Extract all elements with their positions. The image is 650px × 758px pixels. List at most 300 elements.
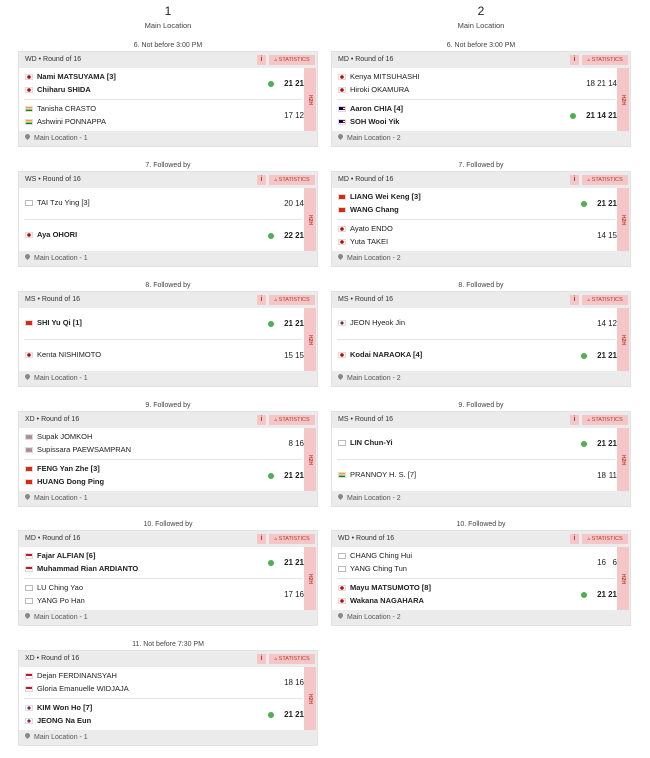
court-name: Main Location - 2 xyxy=(347,614,401,621)
player-name: TAI Tzu Ying [3] xyxy=(37,198,90,207)
info-button[interactable]: i xyxy=(570,415,579,425)
info-button[interactable]: i xyxy=(570,295,579,305)
game-score: 17 xyxy=(284,111,293,120)
player-name: CHANG Ching Hui xyxy=(350,551,413,560)
team-divider xyxy=(24,698,302,699)
winner-indicator-icon xyxy=(268,473,274,479)
statistics-button[interactable] xyxy=(269,295,315,305)
map-pin-icon xyxy=(25,374,30,381)
player-name: Ashwini PONNAPPA xyxy=(37,117,107,126)
game-scores xyxy=(595,547,617,578)
flag-icon xyxy=(338,320,346,326)
game-score: 21 xyxy=(608,111,617,120)
statistics-button[interactable] xyxy=(582,175,628,185)
map-pin-icon xyxy=(338,254,343,261)
player-entry[interactable] xyxy=(25,595,85,607)
round-label: Round of 16 xyxy=(354,416,393,423)
statistics-label: STATISTICS xyxy=(591,297,623,303)
team-row xyxy=(19,100,306,131)
player-name: Yuta TAKEI xyxy=(350,237,389,246)
court-location xyxy=(338,372,401,386)
winner-indicator-icon xyxy=(268,321,274,327)
chart-icon: ▵ xyxy=(274,177,279,183)
flag-icon xyxy=(338,553,346,559)
player-name: LIANG Wei Keng [3] xyxy=(350,192,421,201)
game-score: 20 xyxy=(284,199,293,208)
game-scores xyxy=(282,460,304,491)
game-score: 21 xyxy=(608,439,617,448)
match-body xyxy=(332,547,619,610)
player-entry[interactable] xyxy=(338,595,424,607)
match-header: MS • Round of 16 xyxy=(338,416,393,423)
flag-icon xyxy=(338,566,346,572)
court-location xyxy=(25,252,88,266)
player-entry[interactable] xyxy=(25,476,104,488)
h2h-button[interactable] xyxy=(304,667,316,730)
match-box xyxy=(331,171,631,267)
flag-icon xyxy=(25,434,33,440)
game-score: 21 xyxy=(295,558,304,567)
match-card xyxy=(331,40,631,156)
match-time-label: 8. Followed by xyxy=(145,282,191,289)
round-label: Round of 16 xyxy=(42,176,81,183)
player-name: Muhammad Rian ARDIANTO xyxy=(37,564,139,573)
player-entry[interactable] xyxy=(25,229,77,241)
match-header: MS • Round of 16 xyxy=(338,296,393,303)
match-card xyxy=(18,400,318,516)
match-card xyxy=(18,160,318,276)
team-row xyxy=(19,547,306,578)
game-score: 21 xyxy=(295,710,304,719)
court-location xyxy=(25,372,88,386)
flag-icon xyxy=(25,466,33,472)
game-score: 21 xyxy=(586,111,595,120)
player-name: Ayato ENDO xyxy=(350,224,393,233)
event-category: XD xyxy=(25,416,35,423)
game-score: 18 xyxy=(284,678,293,687)
match-time-label: 10. Followed by xyxy=(143,521,193,528)
player-entry[interactable] xyxy=(25,349,101,361)
chart-icon: ▵ xyxy=(274,417,279,423)
game-scores xyxy=(282,547,304,578)
h2h-button[interactable] xyxy=(617,308,629,371)
court-name: Main Location - 1 xyxy=(34,255,88,262)
chart-icon: ▵ xyxy=(587,536,592,542)
player-entry[interactable] xyxy=(25,444,131,456)
match-card xyxy=(18,519,318,635)
game-score: 14 xyxy=(597,319,606,328)
player-entry[interactable] xyxy=(338,223,393,235)
game-scores xyxy=(595,340,617,371)
statistics-label: STATISTICS xyxy=(591,417,623,423)
round-label: Round of 16 xyxy=(354,296,393,303)
player-name: Aya OHORI xyxy=(37,230,78,239)
court-location xyxy=(25,492,88,506)
match-card xyxy=(18,639,318,755)
event-category: MS xyxy=(338,416,349,423)
match-header: MD • Round of 16 xyxy=(338,176,394,183)
match-time-label: 7. Followed by xyxy=(458,162,504,169)
info-button[interactable]: i xyxy=(570,55,579,65)
event-category: WS xyxy=(25,176,37,183)
player-entry[interactable] xyxy=(25,463,100,475)
player-name: KIM Won Ho [7] xyxy=(37,703,93,712)
game-score: 16 xyxy=(295,439,304,448)
player-entry[interactable] xyxy=(25,103,96,115)
player-name: Chiharu SHIDA xyxy=(37,85,91,94)
team-row xyxy=(19,220,306,251)
winner-indicator-icon xyxy=(570,113,576,119)
player-entry[interactable] xyxy=(25,197,90,209)
court-location xyxy=(338,492,401,506)
winner-indicator-icon xyxy=(581,353,587,359)
round-label: Round of 16 xyxy=(43,56,82,63)
player-entry[interactable] xyxy=(338,71,420,83)
player-entry[interactable] xyxy=(25,702,92,714)
court-location xyxy=(338,132,401,146)
h2h-button[interactable] xyxy=(304,308,316,371)
court-name: Main Location - 1 xyxy=(34,734,88,741)
match-body xyxy=(19,188,306,251)
player-entry[interactable] xyxy=(25,317,82,329)
match-time-label: 9. Followed by xyxy=(458,402,504,409)
column-location: Main Location xyxy=(457,21,505,30)
match-body xyxy=(19,308,306,371)
team-divider xyxy=(24,339,302,340)
player-name: Tanisha CRASTO xyxy=(37,104,97,113)
statistics-label: STATISTICS xyxy=(278,177,310,183)
h2h-button[interactable] xyxy=(617,188,629,251)
game-score: 21 xyxy=(284,558,293,567)
game-score: 14 xyxy=(597,111,606,120)
match-body xyxy=(332,188,619,251)
h2h-button[interactable] xyxy=(304,68,316,131)
statistics-label: STATISTICS xyxy=(278,57,310,63)
team-divider xyxy=(24,459,302,460)
h2h-label: H2H xyxy=(620,454,626,465)
game-scores xyxy=(282,100,304,131)
court-name: Main Location - 2 xyxy=(347,495,401,502)
flag-icon xyxy=(25,686,33,692)
flag-icon xyxy=(338,226,346,232)
team-row xyxy=(332,68,619,99)
h2h-label: H2H xyxy=(307,573,313,584)
team-row xyxy=(332,100,619,131)
game-score: 11 xyxy=(608,471,617,480)
player-name: YANG Ching Tun xyxy=(350,564,407,573)
match-box xyxy=(18,411,318,507)
statistics-button[interactable] xyxy=(269,415,315,425)
game-scores xyxy=(282,188,304,219)
game-score: 12 xyxy=(608,319,617,328)
flag-icon xyxy=(25,553,33,559)
flag-icon xyxy=(25,598,33,604)
game-scores xyxy=(595,579,617,610)
statistics-label: STATISTICS xyxy=(278,536,310,542)
player-entry[interactable] xyxy=(25,683,129,695)
flag-icon xyxy=(338,440,346,446)
h2h-button[interactable] xyxy=(304,428,316,491)
h2h-label: H2H xyxy=(307,454,313,465)
player-name: FENG Yan Zhe [3] xyxy=(37,464,100,473)
game-scores xyxy=(282,579,304,610)
player-entry[interactable] xyxy=(338,550,412,562)
match-header: WS • Round of 16 xyxy=(25,176,81,183)
flag-icon xyxy=(25,232,33,238)
game-scores xyxy=(282,428,304,459)
h2h-button[interactable] xyxy=(304,188,316,251)
statistics-label: STATISTICS xyxy=(591,177,623,183)
match-body xyxy=(332,308,619,371)
game-score: 16 xyxy=(597,558,606,567)
match-body xyxy=(19,547,306,610)
flag-icon xyxy=(338,352,346,358)
flag-icon xyxy=(338,87,346,93)
game-score: 18 xyxy=(586,79,595,88)
player-name: YANG Po Han xyxy=(37,596,85,605)
player-entry[interactable] xyxy=(25,84,91,96)
player-name: Supissara PAEWSAMPRAN xyxy=(37,445,132,454)
match-card xyxy=(18,280,318,396)
round-label: Round of 16 xyxy=(355,176,394,183)
flag-icon xyxy=(338,74,346,80)
court-location xyxy=(25,132,88,146)
game-score: 8 xyxy=(288,439,293,448)
game-score: 14 xyxy=(608,79,617,88)
h2h-label: H2H xyxy=(620,214,626,225)
chart-icon: ▵ xyxy=(274,57,279,63)
match-header: MD • Round of 16 xyxy=(338,56,394,63)
team-row xyxy=(19,340,306,371)
player-name: JEON Hyeok Jin xyxy=(350,318,406,327)
match-card xyxy=(331,280,631,396)
match-header: XD • Round of 16 xyxy=(25,416,80,423)
event-category: WD xyxy=(25,56,37,63)
statistics-button[interactable] xyxy=(269,654,315,664)
game-score: 21 xyxy=(597,351,606,360)
player-entry[interactable] xyxy=(338,317,405,329)
player-name: Kenta NISHIMOTO xyxy=(37,350,102,359)
player-name: Hiroki OKAMURA xyxy=(350,85,410,94)
court-location xyxy=(338,611,401,625)
game-score: 14 xyxy=(295,199,304,208)
court-location xyxy=(338,252,401,266)
flag-icon xyxy=(25,447,33,453)
round-label: Round of 16 xyxy=(355,56,394,63)
winner-indicator-icon xyxy=(581,201,587,207)
event-category: XD xyxy=(25,655,35,662)
game-scores xyxy=(282,68,304,99)
player-entry[interactable] xyxy=(25,715,91,727)
match-card xyxy=(331,400,631,516)
flag-icon xyxy=(25,320,33,326)
match-box xyxy=(331,411,631,507)
round-label: Round of 16 xyxy=(41,416,80,423)
statistics-button[interactable] xyxy=(582,415,628,425)
match-card xyxy=(331,160,631,276)
court-location xyxy=(25,731,88,745)
flag-icon xyxy=(25,479,33,485)
player-entry[interactable] xyxy=(338,437,393,449)
chart-icon: ▵ xyxy=(587,297,592,303)
winner-indicator-icon xyxy=(268,81,274,87)
court-location xyxy=(25,611,88,625)
h2h-label: H2H xyxy=(620,573,626,584)
team-divider xyxy=(337,578,615,579)
match-header: WD • Round of 16 xyxy=(25,56,82,63)
player-entry[interactable] xyxy=(25,670,117,682)
h2h-label: H2H xyxy=(620,94,626,105)
player-entry[interactable] xyxy=(25,71,116,83)
player-entry[interactable] xyxy=(25,582,83,594)
game-scores xyxy=(595,220,617,251)
statistics-button[interactable] xyxy=(269,175,315,185)
map-pin-icon xyxy=(338,613,343,620)
column-header-1 xyxy=(18,4,318,31)
event-category: MS xyxy=(338,296,349,303)
game-score: 21 xyxy=(284,471,293,480)
player-entry[interactable] xyxy=(338,116,399,128)
player-entry[interactable] xyxy=(338,191,421,203)
player-entry[interactable] xyxy=(25,550,95,562)
info-button[interactable]: i xyxy=(257,534,266,544)
match-box xyxy=(18,650,318,746)
info-button[interactable]: i xyxy=(257,654,266,664)
court-name: Main Location - 2 xyxy=(347,255,401,262)
info-button[interactable]: i xyxy=(570,534,579,544)
statistics-button[interactable] xyxy=(582,295,628,305)
game-score: 16 xyxy=(295,678,304,687)
event-category: WD xyxy=(338,535,350,542)
h2h-button[interactable] xyxy=(617,68,629,131)
player-entry[interactable] xyxy=(338,103,403,115)
info-button[interactable]: i xyxy=(257,175,266,185)
game-scores xyxy=(595,428,617,459)
player-name: Gloria Emanuelle WIDJAJA xyxy=(37,684,129,693)
player-name: Nami MATSUYAMA [3] xyxy=(37,72,116,81)
player-entry[interactable] xyxy=(338,469,416,481)
team-row xyxy=(332,220,619,251)
player-name: LIN Chun-Yi xyxy=(350,438,393,447)
info-button[interactable]: i xyxy=(257,415,266,425)
player-entry[interactable] xyxy=(338,236,388,248)
team-row xyxy=(19,308,306,339)
map-pin-icon xyxy=(25,733,30,740)
player-entry[interactable] xyxy=(338,349,422,361)
winner-indicator-icon xyxy=(581,441,587,447)
match-header: MS • Round of 16 xyxy=(25,296,80,303)
game-score: 18 xyxy=(597,471,606,480)
game-score: 21 xyxy=(597,590,606,599)
map-pin-icon xyxy=(25,134,30,141)
game-scores xyxy=(282,308,304,339)
statistics-label: STATISTICS xyxy=(591,536,623,542)
match-time-label: 11. Not before 7:30 PM xyxy=(132,641,204,648)
flag-icon xyxy=(25,106,33,112)
match-body xyxy=(19,667,306,730)
court-name: Main Location - 2 xyxy=(347,135,401,142)
match-card xyxy=(18,40,318,156)
info-button[interactable]: i xyxy=(570,175,579,185)
court-name: Main Location - 1 xyxy=(34,495,88,502)
player-entry[interactable] xyxy=(338,563,407,575)
team-row xyxy=(332,188,619,219)
winner-indicator-icon xyxy=(268,712,274,718)
player-name: Kodai NARAOKA [4] xyxy=(350,350,423,359)
game-score: 17 xyxy=(284,590,293,599)
match-box xyxy=(18,530,318,626)
team-row xyxy=(332,308,619,339)
match-time-label: 8. Followed by xyxy=(458,282,504,289)
team-divider xyxy=(24,578,302,579)
match-time-label: 7. Followed by xyxy=(145,162,191,169)
game-score: 21 xyxy=(295,231,304,240)
game-score: 15 xyxy=(284,351,293,360)
round-label: Round of 16 xyxy=(41,655,80,662)
chart-icon: ▵ xyxy=(587,417,592,423)
player-name: Kenya MITSUHASHI xyxy=(350,72,420,81)
statistics-button[interactable] xyxy=(269,534,315,544)
flag-icon xyxy=(338,106,346,112)
game-scores xyxy=(282,220,304,251)
player-name: SOH Wooi Yik xyxy=(350,117,400,126)
flag-icon xyxy=(25,200,33,206)
team-divider xyxy=(337,339,615,340)
game-score: 6 xyxy=(612,558,617,567)
info-button[interactable]: i xyxy=(257,295,266,305)
player-name: Supak JOMKOH xyxy=(37,432,93,441)
player-entry[interactable] xyxy=(338,84,409,96)
match-header: WD • Round of 16 xyxy=(338,535,395,542)
flag-icon xyxy=(338,472,346,478)
statistics-button[interactable] xyxy=(582,534,628,544)
team-divider xyxy=(24,99,302,100)
match-box xyxy=(18,51,318,147)
column-number: 2 xyxy=(477,4,485,18)
player-entry[interactable] xyxy=(338,582,431,594)
game-score: 21 xyxy=(597,199,606,208)
chart-icon: ▵ xyxy=(274,656,279,662)
h2h-button[interactable] xyxy=(304,547,316,610)
winner-indicator-icon xyxy=(268,233,274,239)
match-box xyxy=(18,291,318,387)
player-name: SHI Yu Qi [1] xyxy=(37,318,82,327)
statistics-button[interactable] xyxy=(582,55,628,65)
team-row xyxy=(332,579,619,610)
player-entry[interactable] xyxy=(25,431,92,443)
h2h-button[interactable] xyxy=(617,547,629,610)
h2h-label: H2H xyxy=(307,334,313,345)
game-scores xyxy=(595,308,617,339)
h2h-button[interactable] xyxy=(617,428,629,491)
player-entry[interactable] xyxy=(25,116,106,128)
game-score: 21 xyxy=(608,199,617,208)
column-location: Main Location xyxy=(144,21,192,30)
map-pin-icon xyxy=(25,613,30,620)
player-entry[interactable] xyxy=(338,204,399,216)
flag-icon xyxy=(25,352,33,358)
chart-icon: ▵ xyxy=(274,297,279,303)
player-entry[interactable] xyxy=(25,563,138,575)
statistics-button[interactable] xyxy=(269,55,315,65)
flag-icon xyxy=(25,566,33,572)
team-row xyxy=(19,699,306,730)
info-button[interactable]: i xyxy=(257,55,266,65)
team-divider xyxy=(337,219,615,220)
player-name: Aaron CHIA [4] xyxy=(350,104,404,113)
match-time-label: 10. Followed by xyxy=(456,521,506,528)
flag-icon xyxy=(25,74,33,80)
